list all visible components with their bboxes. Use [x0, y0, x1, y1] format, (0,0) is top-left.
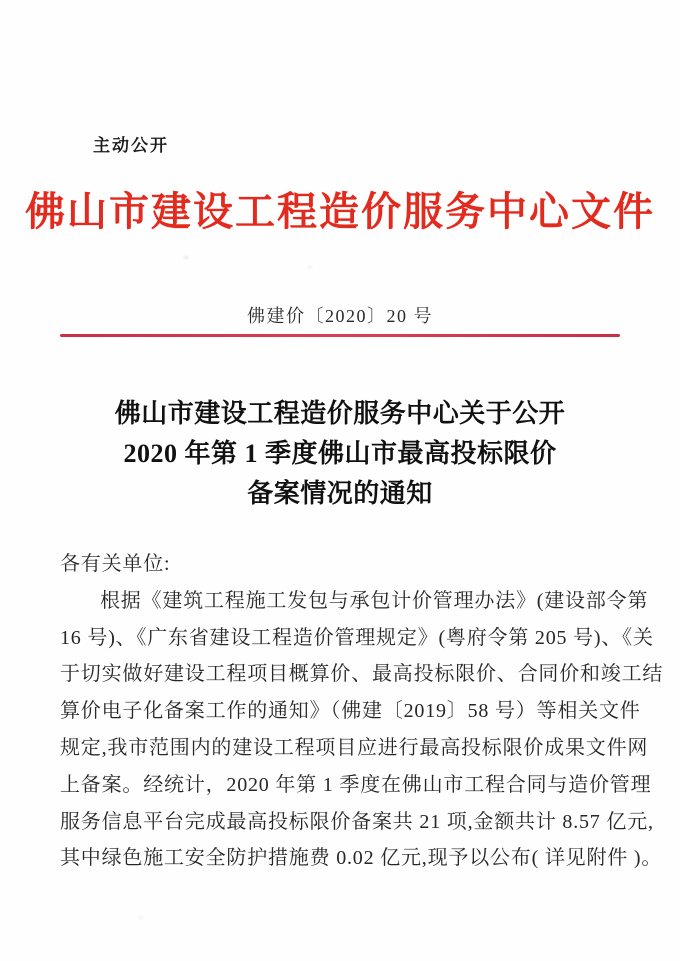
letterhead-org-title: 佛山市建设工程造价服务中心文件 — [25, 189, 655, 234]
scan-smudge — [308, 266, 312, 269]
document-number: 佛建价〔2020〕20 号 — [247, 306, 433, 326]
notice-body — [60, 546, 664, 877]
body-line-7: 服务信息平台完成最高投标限价备案共 21 项,金额共计 8.57 亿元, — [60, 810, 654, 833]
body-line-1: 根据《建筑工程施工发包与承包计价管理办法》(建设部令第 — [100, 589, 649, 612]
notice-title — [40, 394, 640, 514]
scan-smudge — [183, 256, 189, 259]
body-line-8: 其中绿色施工安全防护措施费 0.02 亿元,现予以公布( 详见附件 )。 — [60, 847, 663, 870]
salutation: 各有关单位: — [60, 553, 171, 575]
notice-title-line-3: 备案情况的通知 — [247, 479, 433, 508]
notice-title-line-2: 2020 年第 1 季度佛山市最高投标限价 — [123, 439, 557, 468]
body-line-5: 规定,我市范围内的建设工程项目应进行最高投标限价成果文件网 — [60, 736, 649, 759]
notice-title-line-1: 佛山市建设工程造价服务中心关于公开 — [114, 399, 566, 428]
classification-label: 主动公开 — [93, 136, 169, 155]
body-line-2: 16 号)、《广东省建设工程造价管理规定》(粤府令第 205 号)、《关 — [60, 626, 654, 649]
body-line-6: 上备案。经统计，2020 年第 1 季度在佛山市工程合同与造价管理 — [60, 773, 652, 796]
red-divider-line — [60, 334, 620, 337]
scan-smudge — [138, 916, 143, 920]
body-line-3: 于切实做好建设工程项目概算价、最高投标限价、合同价和竣工结 — [60, 663, 664, 686]
body-line-4: 算价电子化备案工作的通知》（佛建〔2019〕58 号）等相关文件 — [60, 700, 641, 723]
